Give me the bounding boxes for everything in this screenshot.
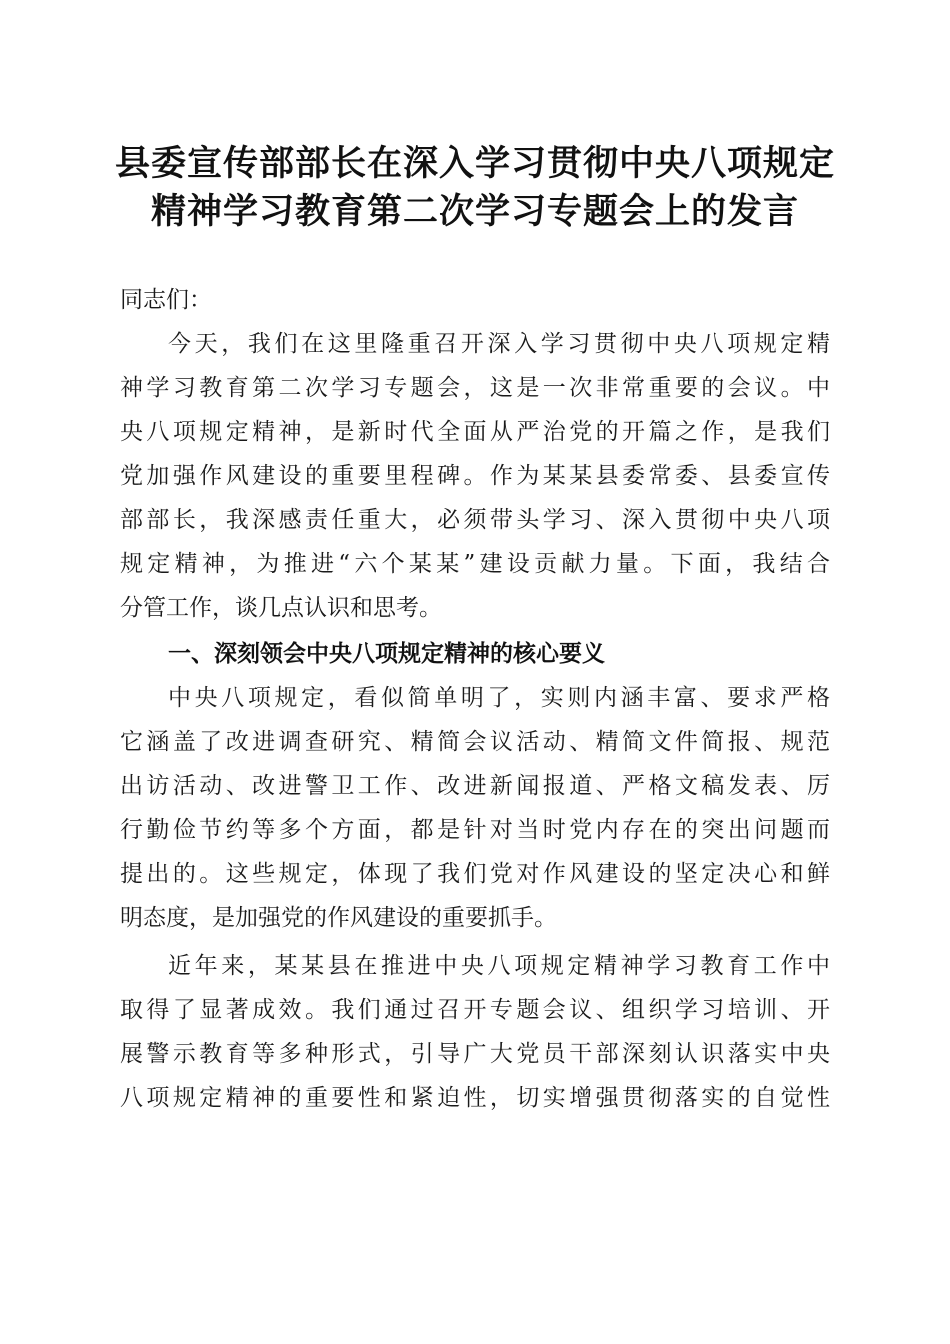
para1-line: 分管工作，谈几点认识和思考。 xyxy=(120,595,442,621)
para1-line: 神学习教育第二次学习专题会，这是一次非常重要的会议。中 xyxy=(120,375,830,401)
para3-line: 八项规定精神的重要性和紧迫性，切实增强贯彻落实的自觉性 xyxy=(120,1085,830,1111)
para2-line: 它涵盖了改进调查研究、精简会议活动、精简文件简报、规范 xyxy=(120,729,830,755)
para1-line: 规定精神，为推进“六个某某”建设贡献力量。下面，我结合 xyxy=(120,551,830,577)
para2-line: 提出的。这些规定，体现了我们党对作风建设的坚定决心和鲜 xyxy=(120,861,830,887)
para1-line: 部部长，我深感责任重大，必须带头学习、深入贯彻中央八项 xyxy=(120,507,830,533)
document-title-line-2: 精神学习教育第二次学习专题会上的发言 xyxy=(150,191,799,232)
para2-line: 中央八项规定，看似简单明了，实则内涵丰富、要求严格 xyxy=(168,685,830,711)
para3-line: 展警示教育等多种形式，引导广大党员干部深刻认识落实中央 xyxy=(120,1041,830,1067)
para2-line: 行勤俭节约等多个方面，都是针对当时党内存在的突出问题而 xyxy=(120,817,830,843)
salutation: 同志们： xyxy=(120,287,212,313)
document-title-line-1: 县委宣传部部长在深入学习贯彻中央八项规定 xyxy=(114,143,835,184)
para2-line: 出访活动、改进警卫工作、改进新闻报道、严格文稿发表、厉 xyxy=(120,773,830,799)
section-heading-1: 一、深刻领会中央八项规定精神的核心要义 xyxy=(168,641,605,667)
para2-line: 明态度，是加强党的作风建设的重要抓手。 xyxy=(120,905,557,931)
para3-line: 近年来，某某县在推进中央八项规定精神学习教育工作中 xyxy=(168,953,830,979)
para1-line: 党加强作风建设的重要里程碑。作为某某县委常委、县委宣传 xyxy=(120,463,830,489)
para3-line: 取得了显著成效。我们通过召开专题会议、组织学习培训、开 xyxy=(120,997,830,1023)
para1-line: 今天，我们在这里隆重召开深入学习贯彻中央八项规定精 xyxy=(168,331,830,357)
para1-line: 央八项规定精神，是新时代全面从严治党的开篇之作，是我们 xyxy=(120,419,830,445)
